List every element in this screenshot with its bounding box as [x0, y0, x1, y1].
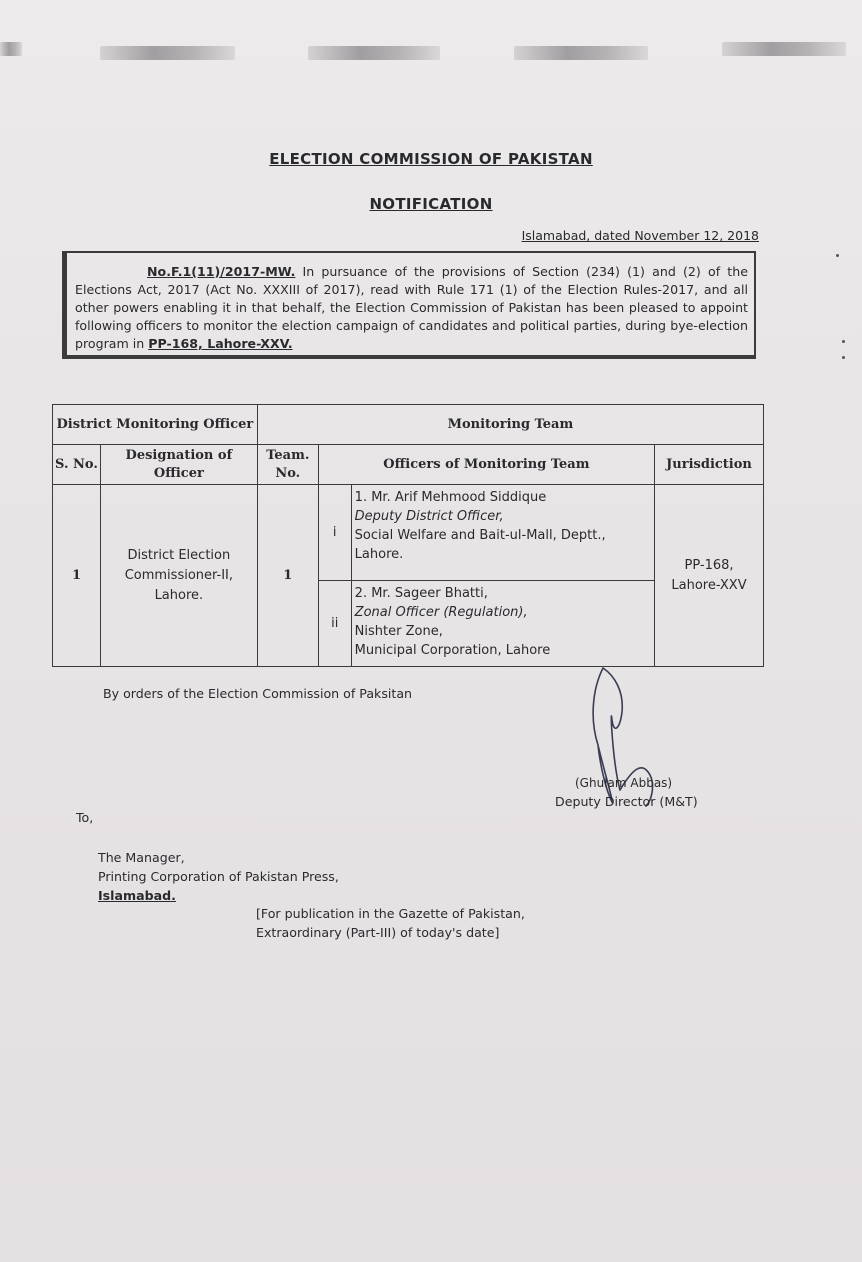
publication-line: [For publication in the Gazette of Pakistan, [256, 906, 525, 921]
header-designation: Designation of Officer [100, 445, 257, 485]
header-officers: Officers of Monitoring Team [318, 445, 654, 485]
officer-place: Lahore. [354, 547, 404, 562]
officer-index: ii [318, 581, 351, 667]
constituency: PP-168, Lahore-XXV. [148, 336, 293, 351]
officer-department: Nishter Zone, [354, 624, 443, 639]
officer-index: i [318, 485, 351, 581]
officer-place: Municipal Corporation, Lahore [354, 643, 551, 658]
address-city: Islamabad. [98, 888, 176, 903]
place-date: Islamabad, dated November 12, 2018 [521, 228, 759, 243]
header-sno: S. No. [53, 445, 101, 485]
recipient-address [98, 848, 339, 905]
scan-speck [842, 356, 845, 359]
notification-title: NOTIFICATION [369, 195, 493, 213]
officer-department: Social Welfare and Bait-ul-Mall, Deptt., [354, 528, 606, 543]
officer-title: Deputy District Officer, [354, 509, 504, 524]
publication-line: Extraordinary (Part-III) of today's date] [256, 925, 500, 940]
orders-line: By orders of the Election Commission of Paksitan [103, 686, 413, 701]
cell-team-no: 1 [257, 485, 318, 667]
body-text: In pursuance of the provisions of Section (234) (1) and (2) of the Elections Act, 2017 (Act No. XXXIII of 2017), read with Rule 171 (1) of the Election Rules-2017, and all other powers enabling it in that behalf, the Election Commission of Pakistan has been pleased to appoint following officers to monitor the election campaign of candidates and political parties, during bye-election program in [75, 264, 748, 351]
signatory-designation: Deputy Director (M&T) [555, 794, 698, 809]
officer-name: 1. Mr. Arif Mehmood Siddique [354, 490, 547, 505]
scan-speck [842, 340, 845, 343]
signatory-name: (Ghulam Abbas) [575, 776, 673, 790]
officer-title: Zonal Officer (Regulation), [354, 605, 528, 620]
cell-designation: District Election Commissioner-II, Lahore. [100, 485, 257, 667]
address-line: The Manager, [98, 850, 185, 865]
header-monitoring-team: Monitoring Team [257, 405, 763, 445]
to-label: To, [76, 810, 94, 825]
header-district-monitoring-officer: District Monitoring Officer [53, 405, 258, 445]
scan-speck [836, 254, 839, 257]
header-jurisdiction: Jurisdiction [655, 445, 764, 485]
header-team-no: Team. No. [257, 445, 318, 485]
publication-note [256, 904, 525, 942]
officer-name: 2. Mr. Sageer Bhatti, [354, 586, 488, 601]
cell-jurisdiction: PP-168, Lahore-XXV [655, 485, 764, 667]
address-line: Printing Corporation of Pakistan Press, [98, 869, 339, 884]
organization-title: ELECTION COMMISSION OF PAKISTAN [269, 150, 593, 168]
cell-sno: 1 [53, 485, 101, 667]
reference-number: No.F.1(11)/2017-MW. [147, 264, 296, 279]
